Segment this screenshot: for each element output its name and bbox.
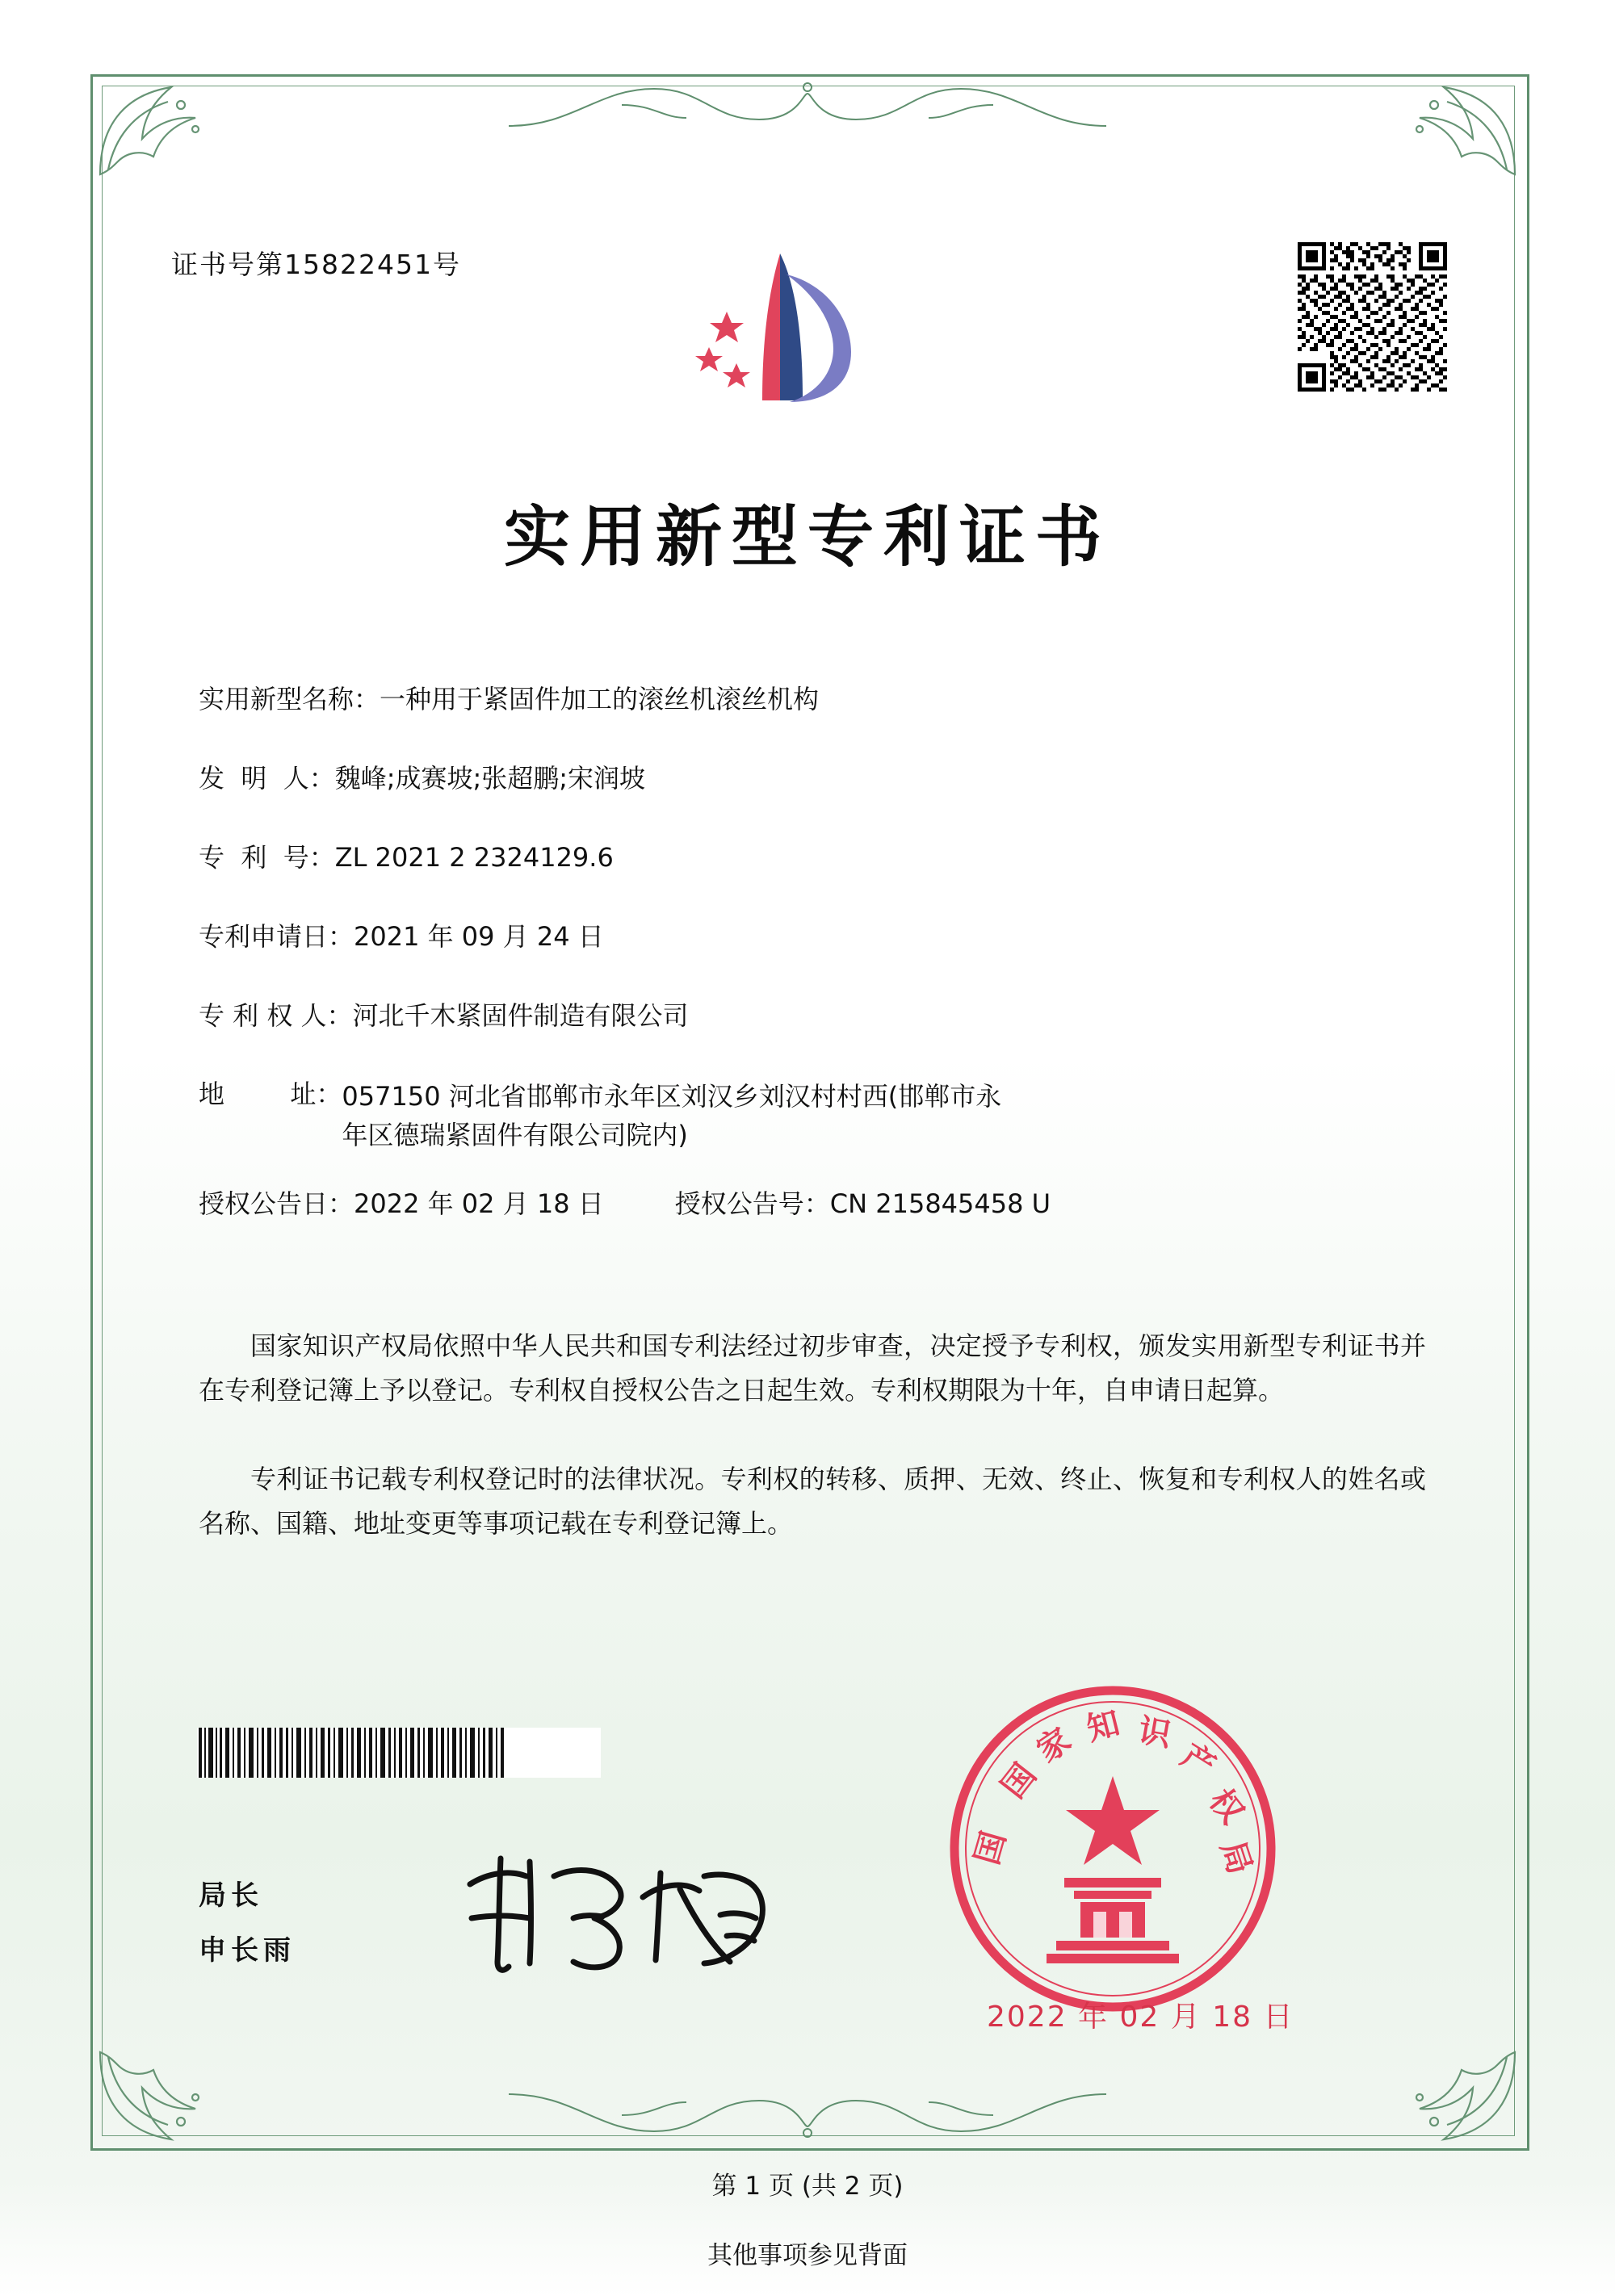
qr-code: [1298, 242, 1447, 392]
seal-date: 2022 年 02 月 18 日: [987, 2001, 1294, 2034]
field-label: 专 利 号：: [199, 841, 335, 873]
director-title-label: 局长: [199, 1879, 263, 1912]
corner-ornament-bottom-left: [97, 2049, 218, 2146]
field-label: 专 利 权 人：: [199, 999, 353, 1031]
page-title: 实用新型专利证书: [503, 498, 1111, 576]
legal-paragraph-2: [199, 1457, 1426, 1546]
svg-text:局: 局: [1213, 1836, 1259, 1879]
corner-ornament-bottom-right: [1397, 2049, 1518, 2146]
svg-text:家: 家: [1030, 1720, 1078, 1770]
svg-text:国: 国: [994, 1757, 1044, 1806]
corner-ornament-top-right: [1397, 81, 1518, 178]
field-list: [199, 682, 1426, 1246]
edge-ornament-top: [501, 78, 1114, 134]
svg-text:知: 知: [1083, 1704, 1124, 1749]
field-value: 河北千木紧固件制造有限公司: [352, 999, 689, 1031]
field-value: ZL 2021 2 2324129.6: [334, 841, 614, 873]
handwritten-signature: [452, 1841, 791, 1986]
official-seal: [943, 1679, 1282, 2018]
address-line-1: 057150 河北省邯郸市永年区刘汉乡刘汉村村西(邯郸市永: [342, 1081, 1002, 1112]
barcode: [197, 1728, 601, 1778]
field-value: 一种用于紧固件加工的滚丝机滚丝机构: [380, 684, 820, 714]
certificate-number: 证书号第15822451号: [171, 249, 461, 280]
page-indicator: 第 1 页 (共 2 页): [711, 2172, 904, 2201]
field-patentee: [199, 999, 1426, 1033]
svg-text:国: 国: [968, 1827, 1013, 1869]
address-line-2: 年区德瑞紧固件有限公司院内): [342, 1120, 688, 1151]
field-application-date: [199, 920, 1426, 954]
field-utility-model-name: [199, 682, 1426, 717]
grant-number-value: CN 215845458 U: [829, 1188, 1051, 1220]
corner-ornament-top-left: [97, 81, 218, 178]
field-label: 专利申请日：: [199, 920, 354, 952]
cnipa-logo-icon: [685, 242, 870, 428]
field-value: 魏峰;成赛坡;张超鹏;宋润坡: [334, 762, 646, 794]
field-value: [342, 1077, 1426, 1154]
svg-text:识: 识: [1135, 1712, 1174, 1754]
field-label: 发 明 人：: [199, 762, 335, 794]
paragraph-text: 国家知识产权局依照中华人民共和国专利法经过初步审查，决定授予专利权，颁发实用新型专利证书并在专利登记簿上予以登记。专利权自授权公告之日起生效。专利权期限为十年，自申请日起算。: [199, 1330, 1426, 1406]
field-label: 实用新型名称：: [199, 684, 380, 714]
field-grant-info: [199, 1187, 1426, 1221]
field-address: [199, 1077, 1426, 1154]
edge-ornament-bottom: [501, 2086, 1114, 2143]
director-name: 申长雨: [199, 1934, 296, 1967]
field-label: 地 址：: [199, 1079, 342, 1110]
grant-date-label: 授权公告日：: [199, 1188, 354, 1220]
paragraph-text: 专利证书记载专利权登记时的法律状况。专利权的转移、质押、无效、终止、恢复和专利权人的姓名或名称、国籍、地址变更等事项记载在专利登记簿上。: [199, 1464, 1426, 1540]
grant-date-value: 2022 年 02 月 18 日: [354, 1188, 604, 1220]
field-inventors: [199, 761, 1426, 796]
footnote: 其他事项参见背面: [707, 2241, 908, 2270]
field-value: 2021 年 09 月 24 日: [354, 920, 604, 952]
field-patent-number: [199, 840, 1426, 875]
svg-text:权: 权: [1202, 1782, 1251, 1831]
legal-paragraph-1: [199, 1324, 1426, 1413]
svg-text:产: 产: [1174, 1737, 1222, 1786]
grant-number-label: 授权公告号：: [674, 1188, 830, 1220]
